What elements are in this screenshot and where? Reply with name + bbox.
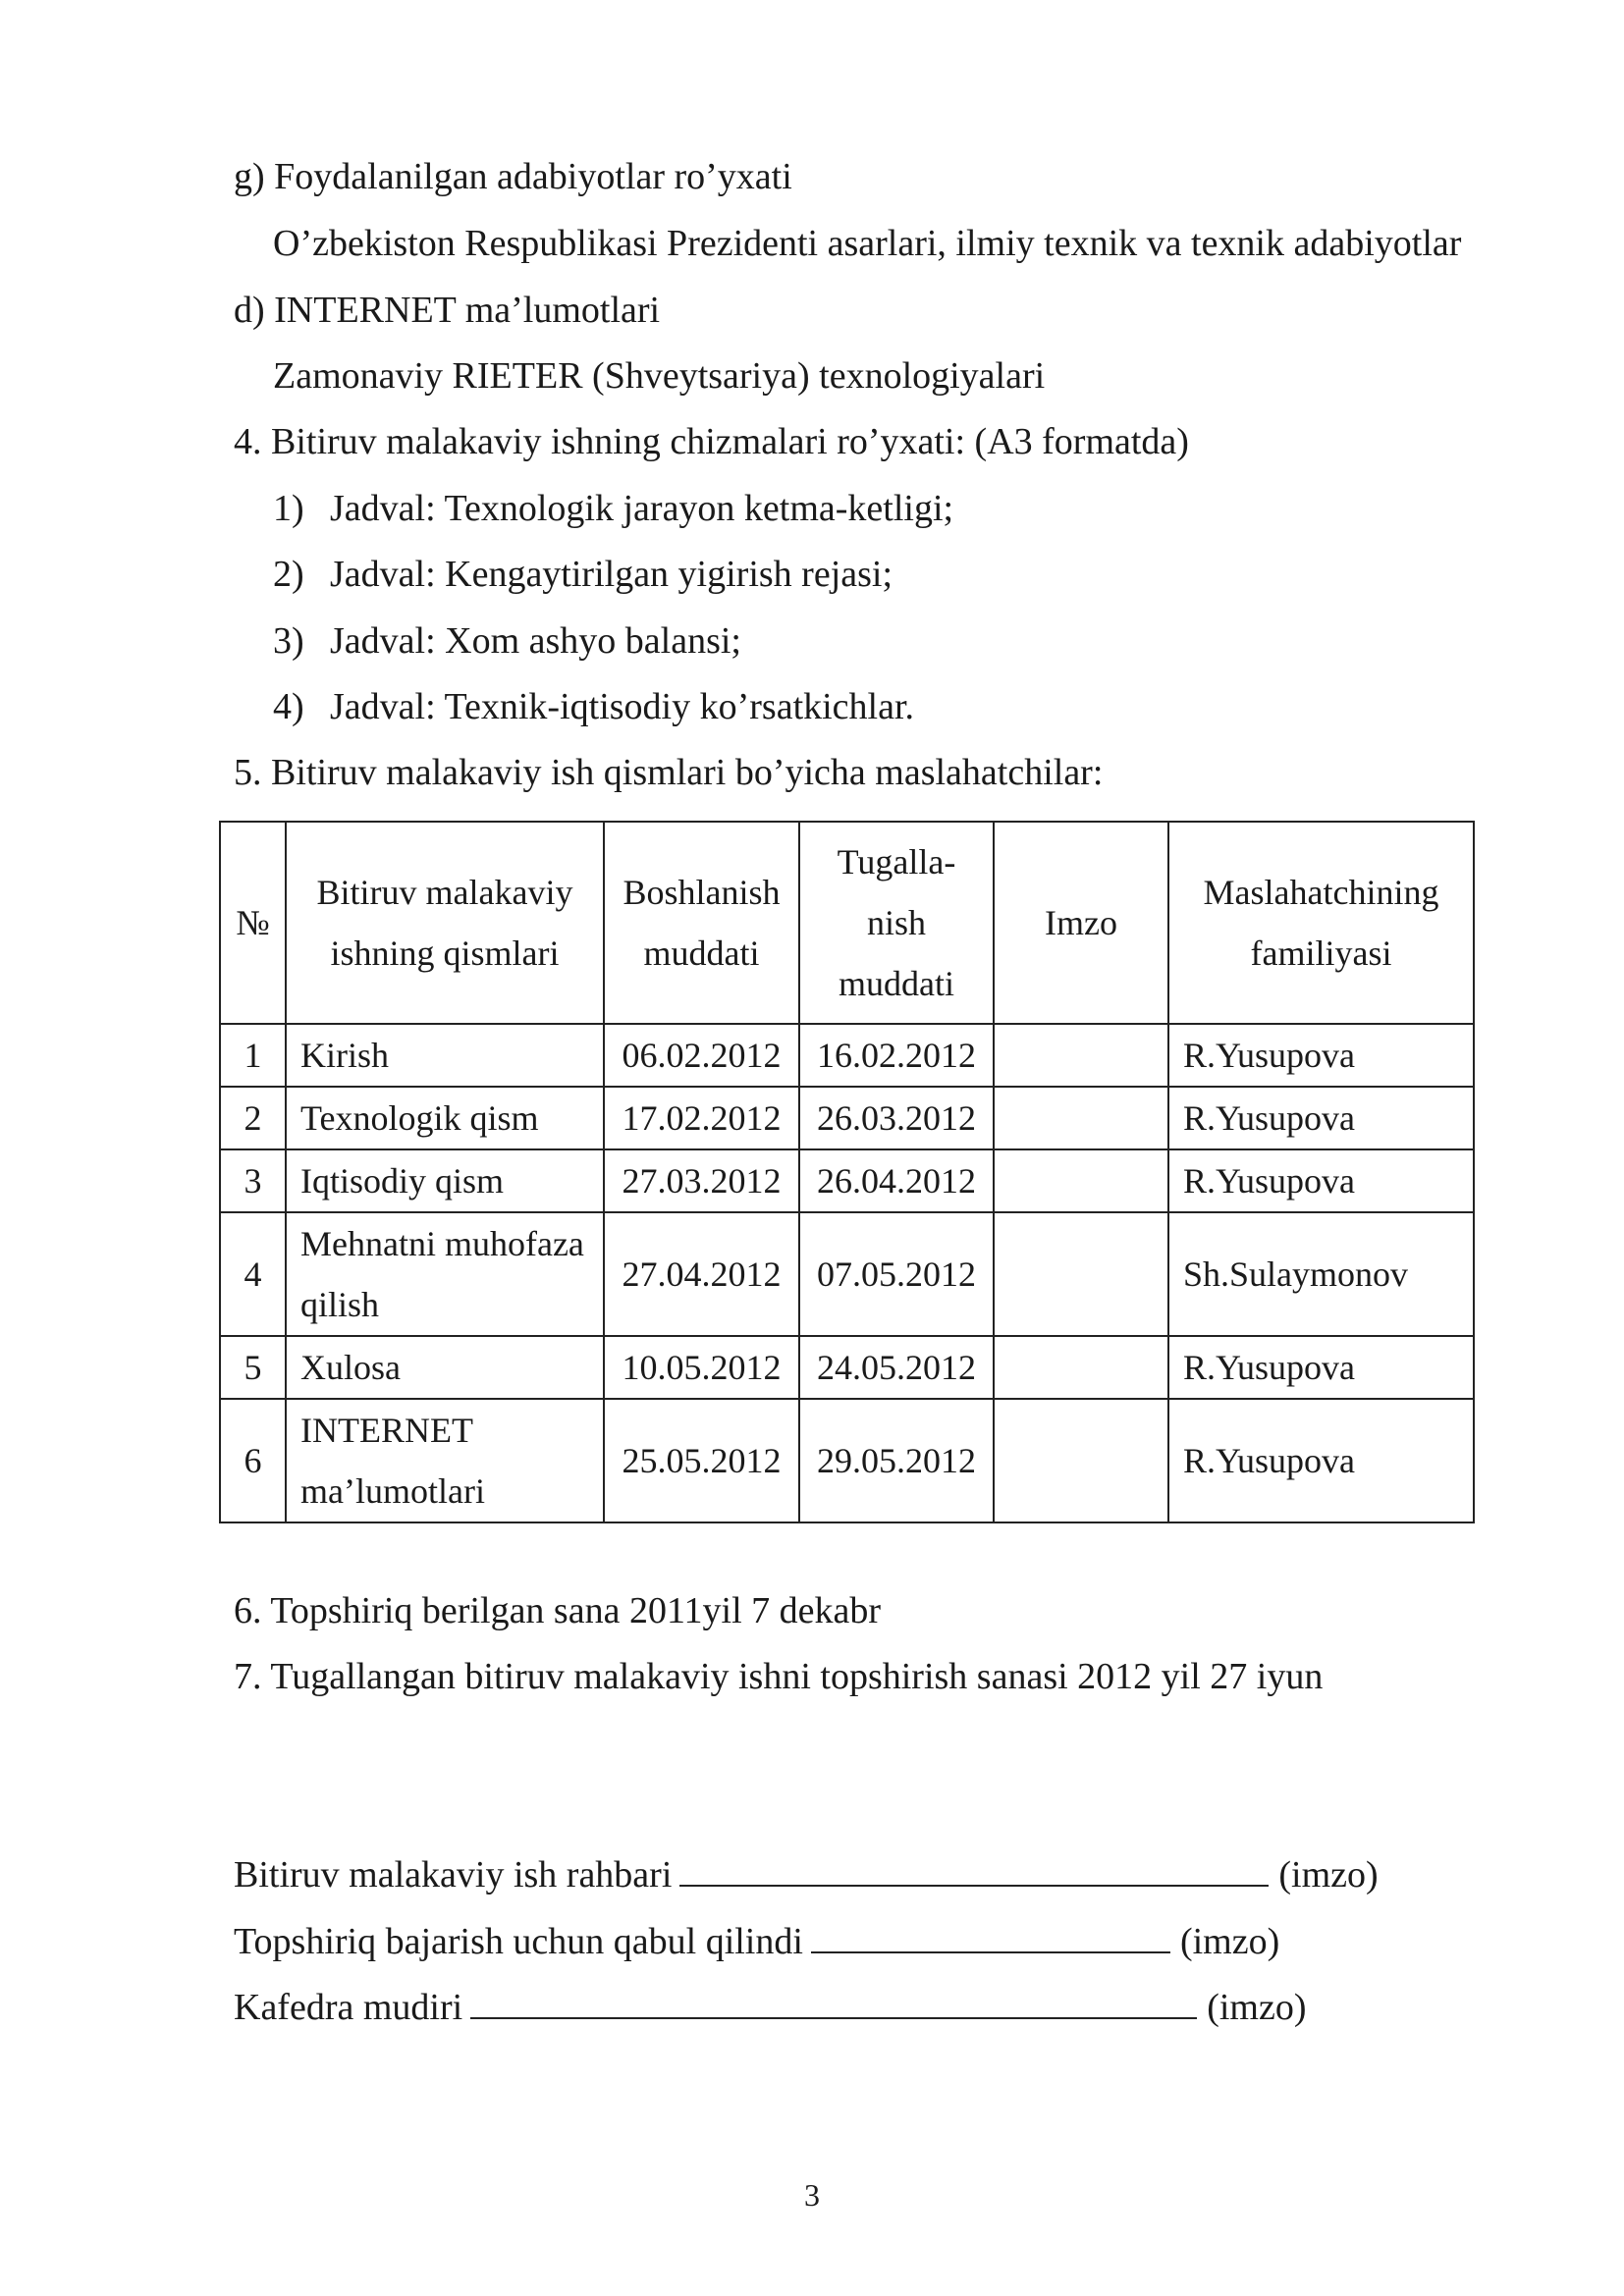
row-end: 24.05.2012 <box>799 1336 994 1399</box>
signature-blank <box>679 1855 1269 1887</box>
signature-label: Topshiriq bajarish uchun qabul qilindi <box>234 1921 803 1962</box>
row-sign <box>994 1212 1168 1336</box>
section-g-heading: g) Foydalanilgan adabiyotlar ro’yxati <box>234 156 792 197</box>
signature-line-supervisor <box>234 1852 1379 1897</box>
consultants-table <box>219 821 1475 1523</box>
signature-label: Kafedra mudiri <box>234 1987 463 2028</box>
page-number: 3 <box>804 2177 820 2213</box>
row-sign <box>994 1336 1168 1399</box>
row-sign <box>994 1024 1168 1087</box>
header-parts: Bitiruv malakaviy ishning qismlari <box>286 822 604 1024</box>
row-end: 16.02.2012 <box>799 1024 994 1087</box>
table-header-row <box>220 822 1474 1024</box>
row-part: Xulosa <box>286 1336 604 1399</box>
drawing-item-text: Jadval: Kengaytirilgan yigirish rejasi; <box>330 554 893 595</box>
item4-heading: 4. Bitiruv malakaviy ishning chizmalari ro’yxati: (A3 formatda) <box>234 421 1189 462</box>
row-num: 4 <box>220 1212 286 1336</box>
item5-heading: 5. Bitiruv malakaviy ish qismlari bo’yicha maslahatchilar: <box>234 752 1104 793</box>
table-row <box>220 1149 1474 1212</box>
item6-assignment-date: 6. Topshiriq berilgan sana 2011yil 7 dekabr <box>234 1590 882 1631</box>
signature-suffix: (imzo) <box>1179 1921 1280 1962</box>
row-start: 27.03.2012 <box>604 1149 799 1212</box>
signature-line-head <box>234 1985 1306 2030</box>
row-consultant: Sh.Sulaymonov <box>1168 1212 1474 1336</box>
header-start: Boshlanish muddati <box>604 822 799 1024</box>
signature-line-accepted <box>234 1919 1279 1964</box>
header-consultant: Maslahatchining familiyasi <box>1168 822 1474 1024</box>
drawing-item <box>273 552 893 597</box>
row-num: 5 <box>220 1336 286 1399</box>
row-num: 6 <box>220 1399 286 1522</box>
row-part: Texnologik qism <box>286 1087 604 1149</box>
row-start: 27.04.2012 <box>604 1212 799 1336</box>
signature-suffix: (imzo) <box>1207 1987 1307 2028</box>
row-part: Mehnatni muhofaza qilish <box>286 1212 604 1336</box>
drawing-item-number: 3) <box>273 620 304 662</box>
signature-suffix: (imzo) <box>1278 1854 1379 1896</box>
row-sign <box>994 1399 1168 1522</box>
table-row <box>220 1024 1474 1087</box>
section-d-text: Zamonaviy RIETER (Shveytsariya) texnologiyalari <box>273 355 1046 397</box>
row-start: 10.05.2012 <box>604 1336 799 1399</box>
row-consultant: R.Yusupova <box>1168 1336 1474 1399</box>
row-end: 26.04.2012 <box>799 1149 994 1212</box>
drawing-item <box>273 684 914 729</box>
row-start: 25.05.2012 <box>604 1399 799 1522</box>
drawing-item-number: 4) <box>273 686 304 727</box>
signature-blank <box>470 1988 1197 2019</box>
row-part: INTERNET ma’lumotlari <box>286 1399 604 1522</box>
section-g-text: O’zbekiston Respublikasi Prezidenti asarlari, ilmiy texnik va texnik adabiyotlar <box>273 223 1462 264</box>
row-start: 06.02.2012 <box>604 1024 799 1087</box>
drawing-item-number: 1) <box>273 488 304 529</box>
row-sign <box>994 1149 1168 1212</box>
row-num: 1 <box>220 1024 286 1087</box>
drawing-item-number: 2) <box>273 554 304 595</box>
drawing-item-text: Jadval: Texnik-iqtisodiy ko’rsatkichlar. <box>330 686 915 727</box>
table-row <box>220 1399 1474 1522</box>
signature-blank <box>811 1922 1170 1953</box>
header-num: № <box>220 822 286 1024</box>
row-consultant: R.Yusupova <box>1168 1087 1474 1149</box>
table-row <box>220 1336 1474 1399</box>
section-d-heading: d) INTERNET ma’lumotlari <box>234 290 661 331</box>
row-consultant: R.Yusupova <box>1168 1149 1474 1212</box>
row-sign <box>994 1087 1168 1149</box>
header-sign: Imzo <box>994 822 1168 1024</box>
drawing-item-text: Jadval: Xom ashyo balansi; <box>330 620 741 662</box>
row-num: 3 <box>220 1149 286 1212</box>
row-end: 26.03.2012 <box>799 1087 994 1149</box>
row-consultant: R.Yusupova <box>1168 1399 1474 1522</box>
row-end: 07.05.2012 <box>799 1212 994 1336</box>
header-end: Tugalla- nish muddati <box>799 822 994 1024</box>
row-start: 17.02.2012 <box>604 1087 799 1149</box>
signature-label: Bitiruv malakaviy ish rahbari <box>234 1854 673 1896</box>
row-num: 2 <box>220 1087 286 1149</box>
drawing-item <box>273 618 741 664</box>
drawing-item <box>273 486 953 531</box>
row-part: Kirish <box>286 1024 604 1087</box>
drawing-item-text: Jadval: Texnologik jarayon ketma-ketligi; <box>330 488 954 529</box>
table-row <box>220 1212 1474 1336</box>
row-consultant: R.Yusupova <box>1168 1024 1474 1087</box>
row-part: Iqtisodiy qism <box>286 1149 604 1212</box>
table-row <box>220 1087 1474 1149</box>
item7-submission-date: 7. Tugallangan bitiruv malakaviy ishni topshirish sanasi 2012 yil 27 iyun <box>234 1656 1324 1697</box>
row-end: 29.05.2012 <box>799 1399 994 1522</box>
